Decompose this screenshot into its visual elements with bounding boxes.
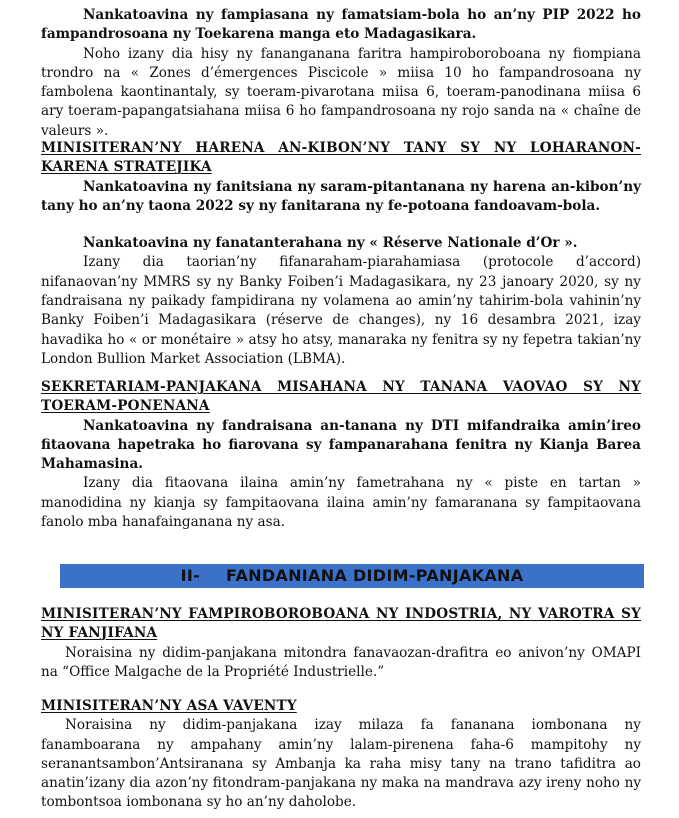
- omapi-decree-body: Noraisina ny didim-panjakana mitondra fanavaozan-drafitra eo anivon’ny OMAPI na “Office Malgache de la Propriété Industrielle.”: [41, 644, 641, 680]
- mining-fees-decision: Nankatoavina ny fanitsiana ny saram-pitantanana ny harena an-kibon’ny tany ho an’ny taona 2022 sy ny fanitarana ny fe-potoana fandoavam-bola.: [41, 178, 641, 214]
- public-works-heading: MINISITERAN’NY ASA VAVENTY: [41, 698, 297, 714]
- industry-ministry-block: [41, 605, 641, 682]
- pip-2022-body: Noho izany dia hisy ny fananganana faritra hampiroboroboana ny fiompiana trondro na « Zones d’émergences Piscicole » miisa 10 ho fampandrosoana ny fambolena kaontinantaly, sy toeram-pivarotana miisa 6, toeram-panodinana miisa 6 ary toeram-papangatsiahana miisa 6 ho fampandrosoana ny rojo sanda na « chaîne de valeurs ».: [41, 45, 641, 139]
- new-cities-heading: SEKRETARIAM-PANJAKANA MISAHANA NY TANANA VAOVAO SY NY TOERAM-PONENANA: [41, 379, 641, 415]
- section-title: FANDANIANA DIDIM-PANJAKANA: [226, 566, 524, 585]
- section-decrees-bar: [60, 564, 644, 588]
- industry-ministry-heading: MINISITERAN’NY FAMPIROBOROBOANA NY INDOSTRIA, NY VAROTRA SY NY FANJIFANA: [41, 606, 641, 642]
- new-cities-block: [41, 378, 641, 532]
- barea-stadium-body: Izany dia fitaovana ilaina amin’ny fametrahana ny « piste en tartan » manodidina ny kianja sy fampitaovana ilaina amin’ny famaranana sy fampitaovana fanolo mba hanafainganana ny asa.: [41, 475, 641, 531]
- barea-stadium-title: Nankatoavina ny fandraisana an-tanana ny DTI mifandraika amin’ireo fitaovana hapetraka ho fiarovana sy fampanarahana fenitra ny Kianja Barea Mahamasina.: [41, 417, 641, 473]
- mines-ministry-block: [41, 139, 641, 369]
- rn6-decree-body: Noraisina ny didim-panjakana izay milaza fa fananana iombonana ny fanamboarana ny ampahany amin’ny lalam-pirenena faha-6 mampitohy ny seranantsambon’Antsiranana sy Ambanja ka raha misy tany na trano tafiditra ao anatin’izany dia azon’ny fitondram-panjakana ny maka na mandrava azy ireny noho ny tombontsoa iombonana sy ho an’ny daholobe.: [41, 717, 641, 811]
- public-works-block: [41, 697, 641, 813]
- gold-reserve-title: Nankatoavina ny fanatanterahana ny « Réserve Nationale d’Or ».: [83, 235, 578, 252]
- pip-2022-title: Nankatoavina ny fampiasana ny famatsiam-bola ho an’ny PIP 2022 ho fampandrosoana ny Toekarena manga eto Madagasikara.: [41, 7, 641, 43]
- gold-reserve-body: Izany dia taorian’ny fifanaraham-piarahamiasa (protocole d’accord) nifanaovan’ny MMRS sy ny Banky Foiben’i Madagasikara, ny 23 janoary 2020, sy ny fandraisana ny paikady fampidirana ny volamena ao amin’ny tahirim-bola vahinin’ny Banky Foiben’i Madagasikara (réserve de changes), ny 16 desambra 2021, izay havadika ho « or monétaire » atsy ho atsy, manaraka ny fenitra sy ny fepetra takian’ny London Bullion Market Association (LBMA).: [41, 254, 641, 367]
- mines-ministry-heading: MINISITERAN’NY HARENA AN-KIBON’NY TANY SY NY LOHARANON-KARENA STRATEJIKA: [41, 140, 641, 176]
- section-number: II-: [180, 566, 201, 585]
- pip-2022-block: [41, 6, 641, 141]
